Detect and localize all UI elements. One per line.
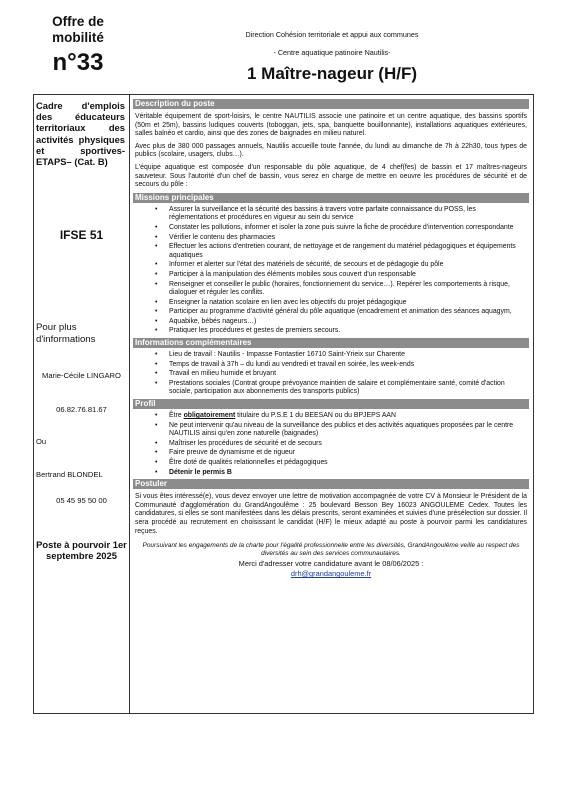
bullet-icon: • [155, 468, 158, 476]
info-label-line1: Pour plus [36, 322, 77, 333]
bullet-icon: • [155, 223, 158, 231]
contact2-phone: 05 45 95 50 00 [56, 496, 107, 505]
bullet-icon: • [155, 261, 158, 269]
list-item: • Enseigner la natation scolaire en lien avec les objectifs du projet pédagogique [155, 298, 407, 306]
info-label [36, 322, 95, 346]
bullet-icon: • [155, 360, 158, 368]
list-item: • Maîtriser les procédures de sécurité et de secours [155, 439, 322, 447]
list-item: • Assurer la surveillance et la sécurité des bassins à travers votre parfaite connaissance du POSS, les réglementations et procédures en vigueur au sein du service [155, 205, 476, 222]
postuler-paragraph: Si vous êtes intéressé(e), vous devez envoyer une lettre de motivation accompagnée de votre CV à Monsieur le Président de la Communauté d'agglomération du GrandAngoulême : 25 boulevard Besson Bey 16023 ANGOULEME Cedex. Toutes les candidatures, si elles se sont manifestées dans les délais prescrits, seront examinées et suivies d'une présélection sur dossier. Il sera procédé au recrutement en choisissant le candidat (H/F) le mieux adapté au poste à pourvoir parmi les candidatures reçues. [135, 493, 527, 535]
bullet-icon: • [155, 412, 158, 420]
bullet-icon: • [155, 439, 158, 447]
contact2-name: Bertrand BLONDEL [36, 470, 103, 479]
bullet-icon: • [155, 449, 158, 457]
list-item: • Travail en milieu humide et bruyant [155, 370, 276, 378]
bullet-icon: • [155, 459, 158, 466]
complementary-list [133, 351, 529, 397]
bullet-icon: • [155, 351, 158, 359]
or-label: Ou [36, 437, 47, 446]
bullet-icon: • [155, 327, 158, 335]
job-title: 1 Maître-nageur (H/F) [246, 64, 418, 83]
bullet-icon: • [155, 243, 158, 251]
list-item: • Participer à la manipulation des éléments mobiles sous couvert d'un responsable [155, 270, 416, 278]
missions-list [133, 206, 529, 336]
offer-frame [33, 94, 534, 714]
list-item: • Effectuer les actions d'entretien courant, de nettoyage et de rangement du matériel pédagogiques et équipements aquatiques [155, 243, 516, 259]
bullet-icon: • [155, 308, 158, 316]
list-item: • Participer au programme d'activité général du pôle aquatique (encadrement et animation des séances aquagym, [155, 308, 512, 316]
offer-label-line2: mobilité [52, 30, 104, 45]
service-name: - Centre aquatique patinoire Nautilis- [273, 48, 391, 57]
section-title-description: Description du poste [133, 99, 529, 109]
bullet-icon: • [155, 270, 158, 278]
offer-header [34, 14, 122, 78]
list-item: • Être doté de qualités relationnelles et pédagogiques [155, 459, 328, 466]
direction-name: Direction Cohésion territoriale et appui aux communes [245, 30, 419, 39]
list-item: • Constater les pollutions, informer et isoler la zone puis suivre la fiche de procédure d'intervention correspondante [155, 223, 514, 231]
list-item: • Temps de travail à 37h – du lundi au vendredi et travail en soirée, les week-ends [155, 360, 415, 368]
bullet-icon: • [155, 298, 158, 306]
list-item: • Renseigner et conseiller le public (horaires, fonctionnement du service…). Repérer les comportements à risque, dialoguer et réguler les conflits. [155, 280, 510, 297]
cadre-emplois: Cadre d'emplois des éducateurs territoriaux des activités physiques et sportives-ETAPS– (Cat. B) [36, 100, 125, 168]
list-item: • Vérifier le contenu des pharmacies [155, 233, 276, 241]
bullet-icon: • [155, 370, 158, 378]
bullet-icon: • [155, 280, 158, 288]
list-item: • Aquabike, bébés nageurs…) [155, 317, 257, 325]
list-item: • Faire preuve de dynamisme et de rigueur [155, 449, 296, 457]
section-title-complementary: Informations complémentaires [133, 338, 529, 348]
contact1-phone: 06.82.76.81.67 [56, 405, 107, 414]
offer-label-line1: Offre de [52, 14, 104, 29]
contact1-name: Marie-Cécile LINGARO [42, 371, 121, 380]
profil-list [133, 412, 529, 477]
bullet-icon: • [155, 317, 158, 325]
list-item: • Lieu de travail : Nautilis - Impasse Fontastier 16710 Saint-Yrieix sur Charente [155, 351, 405, 359]
description-paragraph-2: Avec plus de 380 000 passages annuels, Nautilis accueille toute l'année, du lundi au dimanche de 7h à 22h30, tous types de publics (scolaire, usagers, clubs…). [135, 142, 527, 159]
description-paragraph-1: Véritable équipement de sport-loisirs, le centre NAUTILIS associe une patinoire et un centre aquatique, des bassins sportifs (50m et 25m), bassins ludiques couverts (toboggan, jets, spa, banquette bouillonnante), installations aquatiques extérieures, salles balnéo et cardio, ainsi que des zones de baignades en milieu naturel. [135, 113, 527, 138]
equality-statement: Poursuivant les engagements de la charte pour l'égalité professionnelle entre les diversités, GrandAngoulême veille au respect des diversités au sein des services communautaires. [142, 542, 520, 558]
column-divider [129, 95, 130, 713]
section-title-profil: Profil [133, 399, 529, 409]
bullet-icon: • [155, 379, 158, 387]
application-email-link[interactable]: drh@grandangouleme.fr [290, 569, 372, 579]
section-title-missions: Missions principales [133, 193, 529, 203]
description-paragraph-3: L'équipe aquatique est composée d'un responsable du pôle aquatique, de 4 chef(fes) de bassin et 17 maîtres-nageurs sauveteur. Sous l'autorité d'un chef de bassin, vous serez en charge de mettre en oeuvre les procédures de sécurité et de secours du pôle : [135, 163, 527, 189]
list-item: • Détenir le permis B [155, 468, 232, 476]
start-date: Poste à pourvoir 1er septembre 2025 [36, 539, 127, 561]
list-item: • Être obligatoirement titulaire du P.S.E 1 du BEESAN ou du BPJEPS AAN [155, 412, 396, 420]
section-title-postuler: Postuler [133, 479, 529, 489]
info-label-line2: d'informations [36, 334, 96, 345]
list-item: • Pratiquer les procédures et gestes de premiers secours. [155, 327, 341, 335]
offer-number: n°33 [52, 49, 104, 76]
list-item: • Ne peut intervenir qu'au niveau de la surveillance des publics et des activités aquatiques proposées par le centre NAUTILIS ainsi qu'en zone naturelle (baignades) [155, 421, 514, 438]
list-item: • Prestations sociales (Contrat groupe prévoyance maintien de salaire et complémentaire santé, comité d'action sociale, participation aux abonnements des transports publics) [155, 379, 505, 396]
deadline-text: Merci d'adresser votre candidature avant le 08/06/2025 : [238, 558, 424, 568]
left-column [34, 95, 129, 713]
bullet-icon: • [155, 205, 158, 213]
list-item: • Informer et alerter sur l'état des matériels de sécurité, de secours et de pédagogie du pôle [155, 261, 444, 269]
bullet-icon: • [155, 421, 158, 429]
bullet-icon: • [155, 233, 158, 241]
right-column [133, 99, 529, 579]
ifse-grade: IFSE 51 [59, 228, 104, 242]
